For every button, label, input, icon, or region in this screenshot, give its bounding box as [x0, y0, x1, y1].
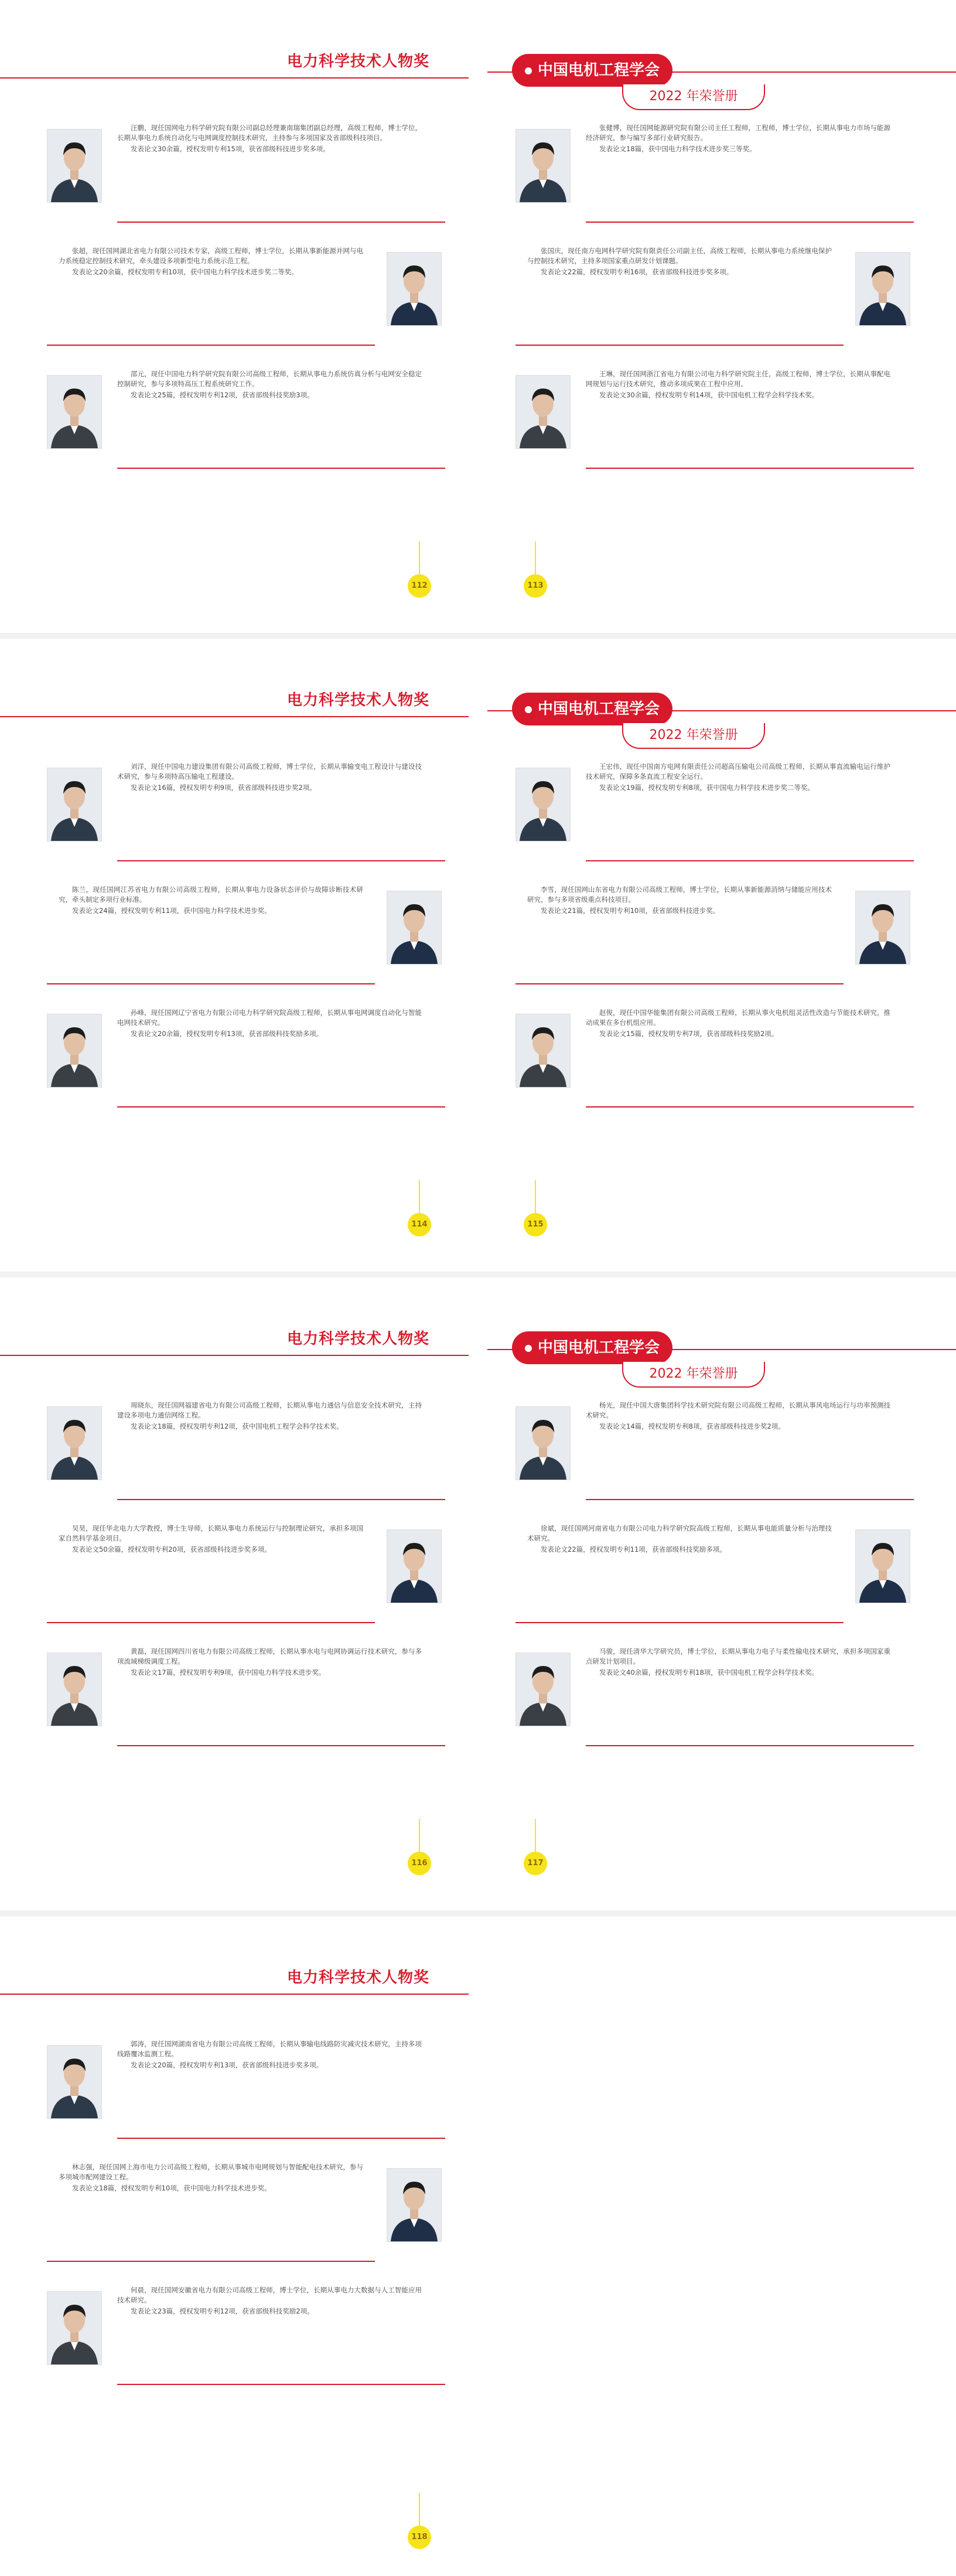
- entry-rule: [47, 2261, 375, 2262]
- awardee-entry: [47, 1008, 457, 1119]
- page-number-line: [419, 1180, 420, 1215]
- bio-paragraph: 张健博，现任国网能源研究院有限公司主任工程师，工程师，博士学位，长期从事电力市场与能源经济研究，参与编写多部行业研究报告。: [586, 124, 890, 142]
- awardee-bio: [59, 2162, 363, 2195]
- entry-rule: [47, 983, 375, 984]
- awardee-photo: [47, 1014, 102, 1088]
- bio-achievements: 发表论文40余篇，授权发明专利18项，获中国电机工程学会科学技术奖。: [599, 1668, 819, 1677]
- page-number-line: [419, 541, 420, 577]
- page-number-line: [419, 1819, 420, 1854]
- bio-achievements: 发表论文21篇，授权发明专利10项，获省部级科技进步奖。: [541, 907, 720, 915]
- awardee-entry: [47, 1524, 457, 1635]
- page-number-line: [535, 1180, 536, 1215]
- awardee-entry: [515, 1524, 926, 1635]
- entry-rule: [117, 860, 445, 861]
- awardee-bio: [117, 1008, 422, 1040]
- awardee-photo: [387, 252, 442, 326]
- awardee-entry: [47, 762, 457, 873]
- entry-rule: [586, 1745, 914, 1746]
- entry-rule: [117, 222, 445, 223]
- awardee-entry: [47, 2285, 457, 2397]
- awardee-entry: [47, 1647, 457, 1758]
- bio-paragraph: 邵元，现任中国电力科学研究院有限公司高级工程师，长期从事电力系统仿真分析与电网安全稳定控制研究，参与多项特高压工程系统研究工作。: [117, 370, 422, 388]
- society-name: 中国电机工程学会: [538, 62, 660, 79]
- right-page-header: [487, 668, 956, 756]
- year-label: 2022 年荣誉册: [622, 723, 765, 749]
- bio-achievements: 发表论文20余篇，授权发明专利13项，获省部级科技奖励多项。: [131, 1030, 323, 1038]
- bio-paragraph: 马骏，现任清华大学研究员，博士学位，长期从事电力电子与柔性输电技术研究，承担多项国家重点研发计划项目。: [586, 1647, 890, 1665]
- header-rule: [0, 77, 469, 79]
- awardee-photo: [515, 375, 571, 449]
- bio-paragraph: 郭涛，现任国网湖南省电力有限公司高级工程师，长期从事输电线路防灾减灾技术研究，主持多项线路覆冰监测工程。: [117, 2040, 422, 2058]
- bio-achievements: 发表论文50余篇，授权发明专利20项，获省部级科技进步奖多项。: [72, 1545, 271, 1553]
- bio-paragraph: 周晓东，现任国网福建省电力有限公司高级工程师，长期从事电力通信与信息安全技术研究，主持建设多项电力通信网络工程。: [117, 1401, 422, 1419]
- bio-achievements: 发表论文30余篇，授权发明专利14项，获中国电机工程学会科学技术奖。: [599, 391, 819, 399]
- entry-rule: [586, 468, 914, 469]
- awardee-photo: [47, 768, 102, 841]
- bio-achievements: 发表论文15篇，授权发明专利7项，获省部级科技奖励2项。: [599, 1030, 779, 1038]
- awardee-entry: [47, 2039, 457, 2151]
- society-logo-icon: [525, 67, 532, 74]
- awardee-photo: [855, 252, 910, 326]
- entry-rule: [586, 1106, 914, 1108]
- awardee-bio: [117, 2285, 422, 2318]
- awardee-photo: [515, 1014, 571, 1088]
- bio-achievements: 发表论文17篇，授权发明专利9项，获中国电力科学技术进步奖。: [131, 1668, 326, 1677]
- bio-paragraph: 汪鹏，现任国网电力科学研究院有限公司副总经理兼南瑞集团副总经理，高级工程师，博士学位，长期从事电力系统自动化与电网调度控制技术研究，主持参与多项国家及省部级科技项目。: [117, 124, 422, 142]
- society-name: 中国电机工程学会: [538, 1339, 660, 1357]
- right-page-number: 117: [524, 1852, 547, 1875]
- awardee-bio: [527, 246, 832, 278]
- entry-rule: [117, 1106, 445, 1108]
- entry-rule: [586, 1499, 914, 1500]
- bio-achievements: 发表论文24篇，授权发明专利11项，获中国电力科学技术进步奖。: [72, 907, 271, 915]
- bio-paragraph: 赵俊，现任中国华能集团有限公司高级工程师，长期从事火电机组灵活性改造与节能技术研究，推动成果在多台机组应用。: [586, 1008, 890, 1027]
- bio-achievements: 发表论文22篇，授权发明专利16项，获省部级科技进步奖多项。: [541, 268, 733, 276]
- awardee-bio: [117, 762, 422, 794]
- bio-paragraph: 徐斌，现任国网河南省电力有限公司电力科学研究院高级工程师，长期从事电能质量分析与治理技术研究。: [527, 1524, 832, 1542]
- awardee-bio: [117, 1401, 422, 1433]
- entry-rule: [47, 1622, 375, 1623]
- entry-rule: [515, 345, 844, 346]
- entry-rule: [117, 2138, 445, 2139]
- entry-rule: [47, 345, 375, 346]
- bio-paragraph: 陈兰，现任国网江苏省电力有限公司高级工程师，长期从事电力设备状态评价与故障诊断技术研究，牵头制定多项行业标准。: [59, 885, 363, 904]
- awardee-entry: [515, 246, 926, 357]
- awardee-photo: [515, 768, 571, 841]
- bio-achievements: 发表论文20余篇，授权发明专利10项，获中国电力科学技术进步奖二等奖。: [72, 268, 298, 276]
- awardee-bio: [117, 1647, 422, 1679]
- awardee-bio: [117, 369, 422, 401]
- bio-paragraph: 李雪，现任国网山东省电力有限公司高级工程师，博士学位，长期从事新能源消纳与储能应用技术研究，参与多项省级重点科技项目。: [527, 885, 832, 904]
- left-page-title: 电力科学技术人物奖: [287, 1969, 430, 1986]
- left-page-header: [0, 688, 469, 709]
- awardee-photo: [515, 1652, 571, 1726]
- page-number-line: [419, 2493, 420, 2528]
- awardee-bio: [586, 1647, 890, 1679]
- bio-achievements: 发表论文16篇，授权发明专利9项，获省部级科技进步奖2项。: [131, 783, 316, 792]
- awardee-photo: [387, 1529, 442, 1603]
- bio-paragraph: 刘洋，现任中国电力建设集团有限公司高级工程师，博士学位，长期从事输变电工程设计与建设技术研究，参与多项特高压输电工程建设。: [117, 762, 422, 781]
- left-page-number: 112: [408, 574, 431, 598]
- awardee-bio: [586, 1008, 890, 1040]
- header-rule: [0, 1355, 469, 1356]
- spread-2: [0, 1277, 956, 1910]
- bio-paragraph: 林志强，现任国网上海市电力公司高级工程师，长期从事城市电网规划与智能配电技术研究，参与多项城市配网建设工程。: [59, 2163, 363, 2181]
- awardee-bio: [59, 885, 363, 917]
- awardee-photo: [387, 2168, 442, 2242]
- awardee-photo: [387, 891, 442, 965]
- awardee-bio: [586, 123, 890, 155]
- bio-achievements: 发表论文25篇，授权发明专利12项，获省部级科技奖励3项。: [131, 391, 314, 399]
- left-page-number: 116: [408, 1852, 431, 1875]
- year-label: 2022 年荣誉册: [622, 1362, 765, 1388]
- awardee-photo: [47, 375, 102, 449]
- left-page-header: [0, 49, 469, 70]
- bio-achievements: 发表论文30余篇，授权发明专利15项，获省部级科技进步奖多项。: [131, 145, 330, 153]
- awardee-photo: [47, 2045, 102, 2119]
- awardee-bio: [59, 1524, 363, 1556]
- bio-achievements: 发表论文14篇，授权发明专利8项，获省部级科技进步奖2项。: [599, 1422, 785, 1430]
- awardee-bio: [527, 1524, 832, 1556]
- left-page-header: [0, 1327, 469, 1348]
- right-page-header: [487, 29, 956, 117]
- awardee-bio: [117, 123, 422, 155]
- entry-rule: [117, 2384, 445, 2385]
- society-name: 中国电机工程学会: [538, 700, 660, 718]
- awardee-photo: [515, 129, 571, 203]
- header-rule: [0, 1994, 469, 1995]
- spread-0: [0, 0, 956, 633]
- awardee-photo: [47, 1406, 102, 1480]
- left-page-header: [0, 1965, 469, 1986]
- bio-achievements: 发表论文20篇，授权发明专利13项，获省部级科技进步奖多项。: [131, 2061, 323, 2069]
- bio-achievements: 发表论文18篇，获中国电力科学技术进步奖三等奖。: [599, 145, 756, 153]
- left-page-number: 118: [408, 2526, 431, 2549]
- bio-paragraph: 吴昊，现任华北电力大学教授，博士生导师，长期从事电力系统运行与控制理论研究，承担多项国家自然科学基金项目。: [59, 1524, 363, 1542]
- awardee-bio: [586, 369, 890, 401]
- page-number-line: [535, 541, 536, 577]
- awardee-photo: [47, 1652, 102, 1726]
- bio-paragraph: 张超，现任国网湖北省电力有限公司技术专家，高级工程师，博士学位，长期从事新能源并网与电力系统稳定控制技术研究，牵头建设多项新型电力系统示范工程。: [59, 247, 363, 265]
- society-badge: [512, 54, 672, 87]
- spread-3: [0, 1916, 956, 2576]
- left-page-title: 电力科学技术人物奖: [287, 691, 430, 709]
- entry-rule: [586, 860, 914, 861]
- right-page-header: [487, 1307, 956, 1395]
- bio-paragraph: 张国庆，现任南方电网科学研究院有限责任公司副主任，高级工程师，长期从事电力系统继电保护与控制技术研究，主持多项国家重点研发计划课题。: [527, 247, 832, 265]
- entry-rule: [515, 983, 844, 984]
- bio-paragraph: 黄磊，现任国网四川省电力有限公司高级工程师，长期从事水电与电网协调运行技术研究，参与多项流域梯级调度工程。: [117, 1647, 422, 1665]
- awardee-bio: [586, 762, 890, 794]
- bio-paragraph: 何晨，现任国网安徽省电力有限公司高级工程师，博士学位，长期从事电力大数据与人工智能应用技术研究。: [117, 2286, 422, 2304]
- awardee-entry: [47, 885, 457, 996]
- left-page-title: 电力科学技术人物奖: [287, 1330, 430, 1348]
- society-logo-icon: [525, 706, 532, 713]
- bio-achievements: 发表论文22篇，授权发明专利11项，获省部级科技奖励多项。: [541, 1545, 726, 1553]
- bio-achievements: 发表论文23篇，授权发明专利12项，获省部级科技奖励2项。: [131, 2307, 314, 2315]
- awardee-bio: [117, 2039, 422, 2071]
- awardee-photo: [515, 1406, 571, 1480]
- spread-1: [0, 639, 956, 1272]
- entry-rule: [117, 468, 445, 469]
- entry-rule: [117, 1499, 445, 1500]
- awardee-entry: [515, 762, 926, 873]
- entry-rule: [515, 1622, 844, 1623]
- bio-paragraph: 杨光，现任中国大唐集团科学技术研究院有限公司高级工程师，长期从事风电场运行与功率预测技术研究。: [586, 1401, 890, 1419]
- header-rule: [0, 716, 469, 717]
- year-label: 2022 年荣誉册: [622, 84, 765, 110]
- awardee-bio: [527, 885, 832, 917]
- left-page-title: 电力科学技术人物奖: [287, 53, 430, 70]
- right-page-number: 115: [524, 1213, 547, 1236]
- awardee-entry: [47, 369, 457, 481]
- awardee-bio: [59, 246, 363, 278]
- right-page-number: 113: [524, 574, 547, 598]
- society-badge: [512, 693, 672, 725]
- awardee-entry: [515, 1647, 926, 1758]
- awardee-entry: [47, 1401, 457, 1512]
- entry-rule: [586, 222, 914, 223]
- awardee-entry: [515, 1008, 926, 1119]
- bio-achievements: 发表论文19篇，授权发明专利8项，获中国电力科学技术进步奖二等奖。: [599, 783, 814, 792]
- awardee-bio: [586, 1401, 890, 1433]
- awardee-entry: [47, 2162, 457, 2274]
- left-page-number: 114: [408, 1213, 431, 1236]
- awardee-photo: [855, 1529, 910, 1603]
- awardee-entry: [515, 123, 926, 234]
- awardee-photo: [855, 891, 910, 965]
- awardee-entry: [515, 885, 926, 996]
- awardee-entry: [47, 246, 457, 357]
- society-logo-icon: [525, 1345, 532, 1352]
- awardee-photo: [47, 129, 102, 203]
- awardee-entry: [515, 369, 926, 481]
- awardee-entry: [47, 123, 457, 234]
- bio-achievements: 发表论文18篇，授权发明专利10项，获中国电力科学技术进步奖。: [72, 2184, 271, 2192]
- awardee-photo: [47, 2291, 102, 2365]
- entry-rule: [117, 1745, 445, 1746]
- bio-achievements: 发表论文18篇，授权发明专利12项，获中国电机工程学会科学技术奖。: [131, 1422, 343, 1430]
- bio-paragraph: 孙峰，现任国网辽宁省电力有限公司电力科学研究院高级工程师，长期从事电网调度自动化与智能电网技术研究。: [117, 1008, 422, 1027]
- bio-paragraph: 王宏伟，现任中国南方电网有限责任公司超高压输电公司高级工程师，长期从事直流输电运行维护技术研究，保障多条直流工程安全运行。: [586, 762, 890, 781]
- society-badge: [512, 1331, 672, 1364]
- page-number-line: [535, 1819, 536, 1854]
- bio-paragraph: 王琳，现任国网浙江省电力有限公司电力科学研究院主任，高级工程师，博士学位，长期从事配电网规划与运行技术研究，推动多项成果在工程中应用。: [586, 370, 890, 388]
- awardee-entry: [515, 1401, 926, 1512]
